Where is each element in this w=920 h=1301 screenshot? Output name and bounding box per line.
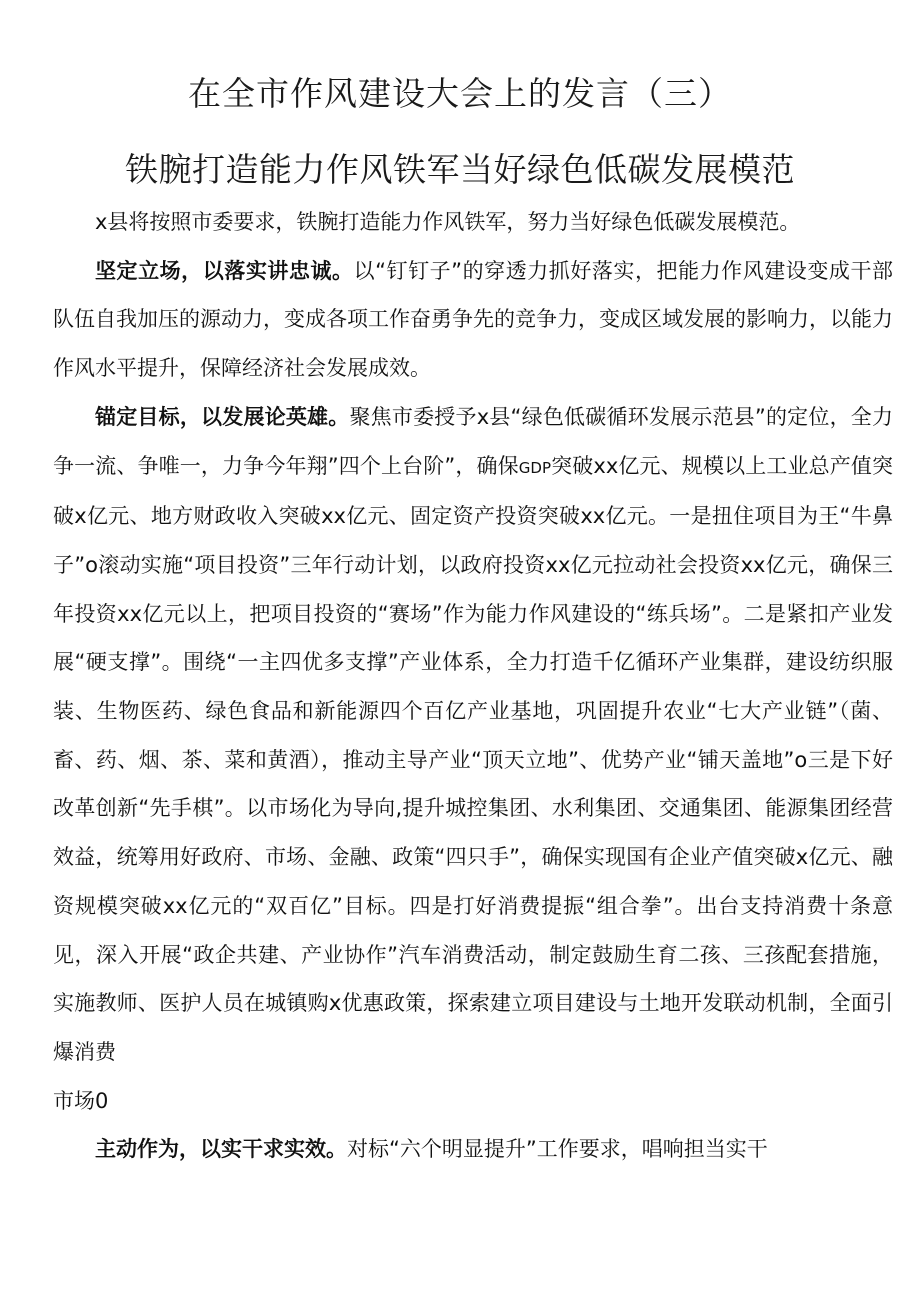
paragraph-goals — [53, 393, 893, 1077]
paragraph-lead: 坚定立场，以落实讲忠诚。 — [95, 258, 354, 283]
document-title: 在全市作风建设大会上的发言（三） — [188, 74, 732, 113]
paragraph-lead: 锚定目标，以发展论英雄。 — [95, 404, 350, 429]
paragraph-intro — [53, 198, 893, 247]
paragraph-text: 突破xx亿元、规模以上工业总产值突破x亿元、地方财政收入突破xx亿元、固定资产投资突破xx亿元。一是扭住项目为王“牛鼻子”o滚动实施“项目投资”三年行动计划，以政府投资xx亿元拉动社会投资xx亿元，确保三年投资xx亿元以上，把项目投资的“赛场”作为能力作风建设的“练兵场”。二是紧扣产业发展“硬支撑”。围绕“一主四优多支撑”产业体系，全力打造千亿循环产业集群，建设纺织服装、生物医药、绿色食品和新能源四个百亿产业基地，巩固提升农业“七大产业链”（菌、畜、药、烟、茶、菜和黄酒），推动主导产业“顶天立地”、优势产业“铺天盖地”o三是下好改革创新“先手棋”。以市场化为导向,提升城控集团、水利集团、交通集团、能源集团经营效益，统筹用好政府、市场、金融、政策“四只手”，确保实现国有企业产值突破x亿元、融资规模突破xx亿元的“双百亿”目标。四是打好消费提振“组合拳”。出台支持消费十条意见，深入开展“政企共建、产业协作”汽车消费活动，制定鼓励生育二孩、三孩配套措施，实施教师、医护人员在城镇购x优惠政策，探索建立项目建设与土地开发联动机制，全面引爆消费 — [53, 453, 893, 1064]
document-body — [53, 198, 893, 1174]
paragraph-action — [53, 1125, 893, 1174]
paragraph-fragment — [53, 1077, 893, 1126]
paragraph-lead: 主动作为，以实干求实效。 — [95, 1137, 347, 1162]
paragraph-text: 聚焦市委授予x县“绿色低碳循环发展示范县”的定位，全力争一流、争唯一，力争今年翔”四个上台阶”，确保 — [53, 404, 893, 478]
paragraph-text: 以“钉钉子”的穿透力抓好落实，把能力作风建设变成干部队伍自我加压的源动力，变成各项工作奋勇争先的竞争力，变成区域发展的影响力，以能力作风水平提升，保障经济社会发展成效。 — [53, 258, 893, 381]
paragraph-stance — [53, 247, 893, 393]
paragraph-text: x县将按照市委要求，铁腕打造能力作风铁军，努力当好绿色低碳发展模范。 — [95, 210, 801, 234]
gdp-abbreviation: GDP — [518, 458, 552, 477]
document-subtitle: 铁腕打造能力作风铁军当好绿色低碳发展模范 — [125, 150, 795, 189]
paragraph-text: 对标“六个明显提升”工作要求，唱响担当实干 — [347, 1137, 768, 1162]
paragraph-text: 市场0 — [53, 1088, 109, 1113]
